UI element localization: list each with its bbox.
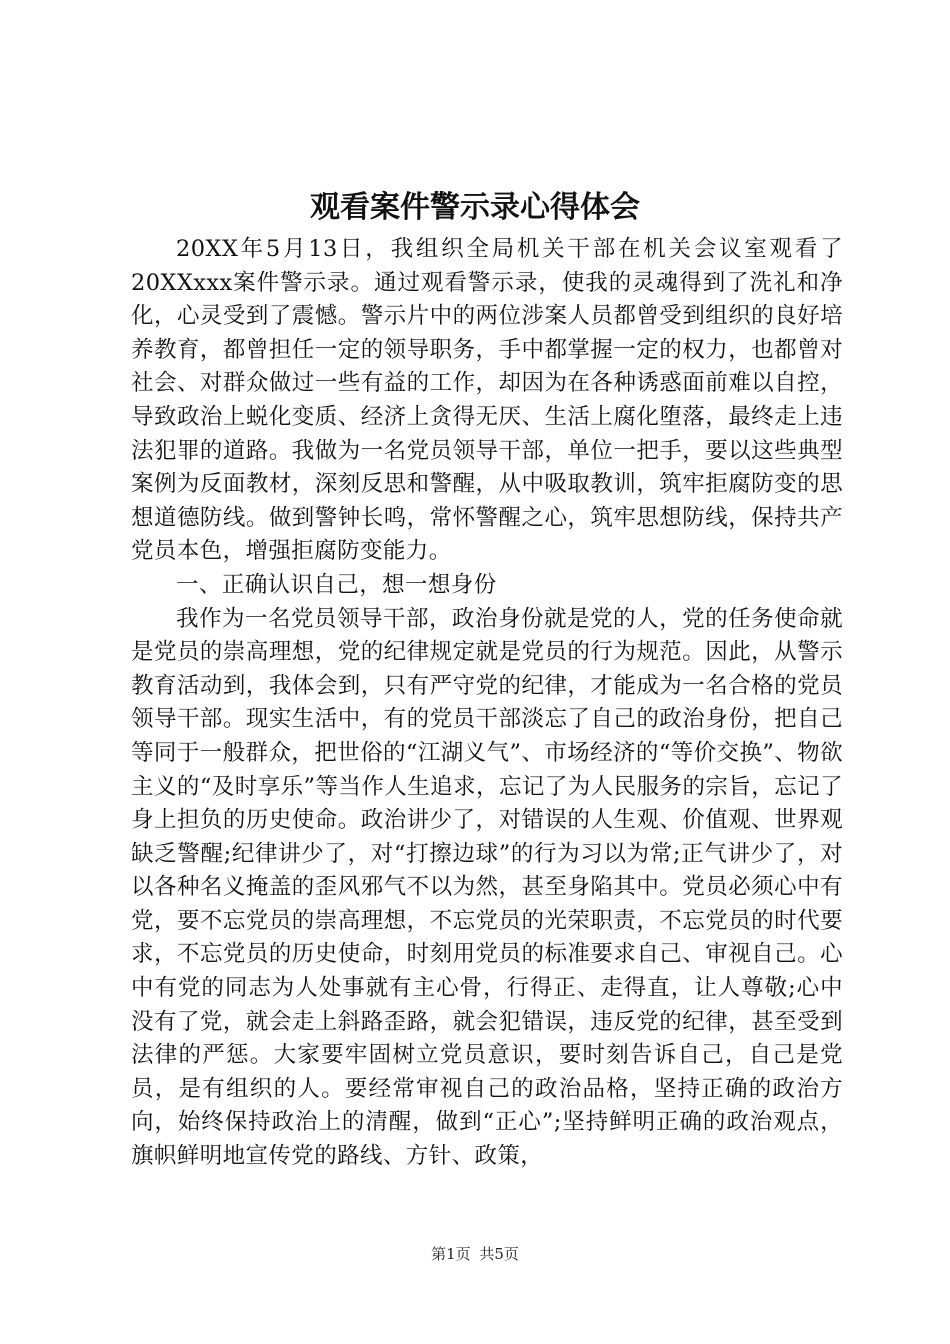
document-title: 观看案件警示录心得体会 <box>310 190 640 225</box>
body-paragraph-section-1: 我作为一名党员领导干部，政治身份就是党的人，党的任务使命就是党员的崇高理想，党的纪律规定就是党员的行为规范。因此，从警示教育活动到，我体会到，只有严守党的纪律，才能成为一名合格的党员领导干部。现实生活中，有的党员干部淡忘了自己的政治身份，把自己等同于一般群众，把世俗的“江湖义气”、市场经济的“等价交换”、物欲主义的“及时享乐”等当作人生追求，忘记了为人民服务的宗旨，忘记了身上担负的历史使命。政治讲少了，对错误的人生观、价值观、世界观缺乏警醒;纪律讲少了，对“打擦边球”的行为习以为常;正气讲少了，对以各种名义掩盖的歪风邪气不以为然，甚至身陷其中。党员必须心中有党，要不忘党员的崇高理想，不忘党员的光荣职责，不忘党员的时代要求，不忘党员的历史使命，时刻用党员的标准要求自己、审视自己。心中有党的同志为人处事就有主心骨，行得正、走得直，让人尊敬;心中没有了党，就会走上斜路歪路，就会犯错误，违反党的纪律，甚至受到法律的严惩。大家要牢固树立党员意识，要时刻告诉自己，自己是党员，是有组织的人。要经常审视自己的政治品格，坚持正确的政治方向，始终保持政治上的清醒，做到“正心”;坚持鲜明正确的政治观点，旗帜鲜明地宣传党的路线、方针、政策， <box>131 605 843 1170</box>
page-total: 共5页 <box>479 1245 519 1263</box>
page-footer <box>0 1244 950 1264</box>
document-body <box>131 233 843 1174</box>
section-heading-1: 一、正确认识自己，想一想身份 <box>176 571 497 598</box>
page-number: 第1页 <box>431 1245 471 1263</box>
body-paragraph-intro: 20XX年5月13日，我组织全局机关干部在机关会议室观看了20XXxxx案件警示录。通过观看警示录，使我的灵魂得到了洗礼和净化，心灵受到了震憾。警示片中的两位涉案人员都曾受到组织的良好培养教育，都曾担任一定的领导职务，手中都掌握一定的权力，也都曾对社会、对群众做过一些有益的工作，却因为在各种诱惑面前难以自控，导致政治上蜕化变质、经济上贪得无厌、生活上腐化堕落，最终走上违法犯罪的道路。我做为一名党员领导干部，单位一把手，要以这些典型案例为反面教材，深刻反思和警醒，从中吸取教训，筑牢拒腐防变的思想道德防线。做到警钟长鸣，常怀警醒之心，筑牢思想防线，保持共产党员本色，增强拒腐防变能力。 <box>131 236 843 565</box>
